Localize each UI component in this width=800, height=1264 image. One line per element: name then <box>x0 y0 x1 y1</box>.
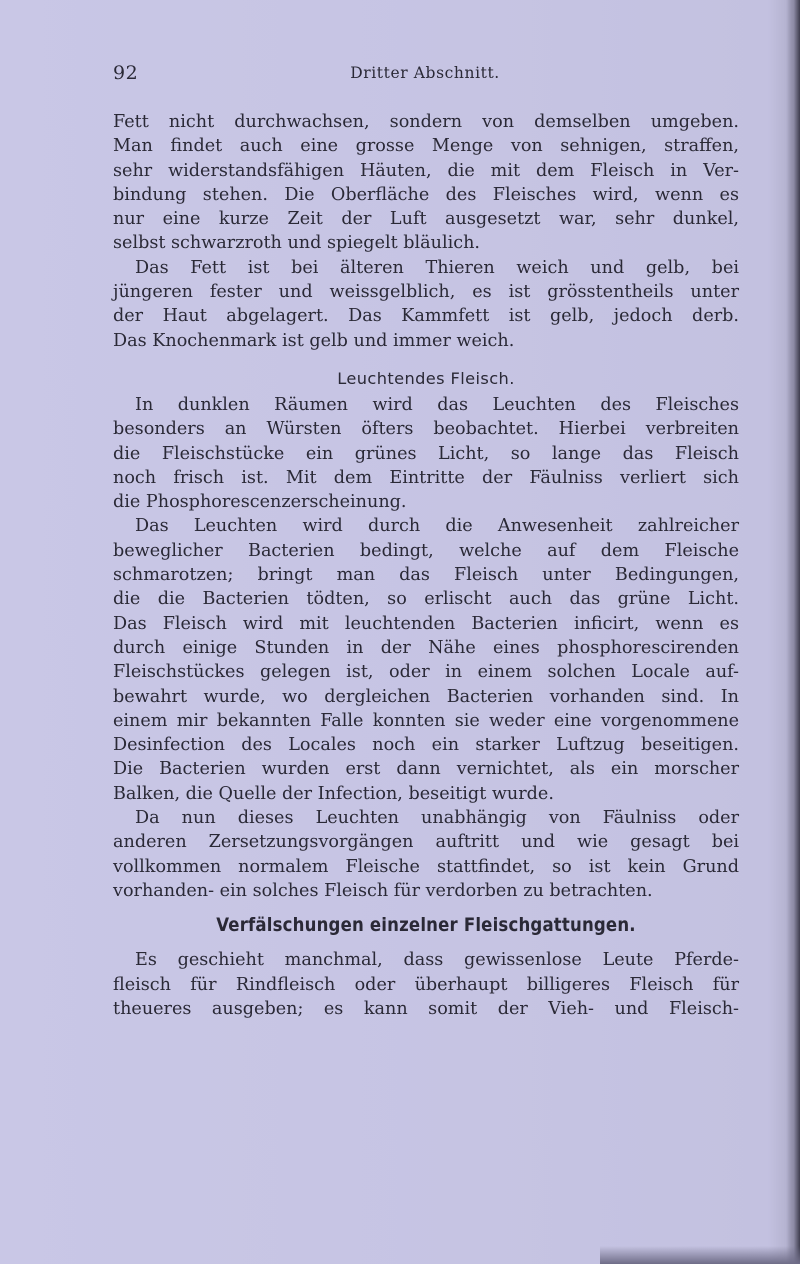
text-line: die Phosphorescenzerscheinung. <box>113 492 407 513</box>
section-heading: Verfälschungen einzelner Fleischgattungen. <box>216 915 636 937</box>
text-line: durch einige Stunden in der Nähe eines phosphorescirenden <box>113 637 739 658</box>
text-line: einem mir bekannten Falle konnten sie weder eine vorgenommene <box>113 710 739 731</box>
text-line: theueres ausgeben; es kann somit der Vieh- und Fleisch- <box>113 998 739 1019</box>
text-line: bindung stehen. Die Oberfläche des Fleisches wird, wenn es <box>113 184 739 205</box>
text-line: Man findet auch eine grosse Menge von sehnigen, straffen, <box>113 136 739 157</box>
page-number: 92 <box>113 62 139 84</box>
text-line: der Haut abgelagert. Das Kammfett ist gelb, jedoch derb. <box>113 306 739 327</box>
text-line: Das Fleisch wird mit leuchtenden Bacterien inficirt, wenn es <box>113 613 739 634</box>
text-line: nur eine kurze Zeit der Luft ausgesetzt war, sehr dunkel, <box>113 209 739 230</box>
text-line: noch frisch ist. Mit dem Eintritte der Fäulniss verliert sich <box>113 467 739 488</box>
running-title: Dritter Abschnitt. <box>350 64 500 82</box>
text-line: selbst schwarzroth und spiegelt bläulich. <box>113 233 481 254</box>
text-line: Da nun dieses Leuchten unabhängig von Fäulniss oder <box>135 808 739 829</box>
text-line: fleisch für Rindfleisch oder überhaupt billigeres Fleisch für <box>113 974 739 995</box>
text-line: In dunklen Räumen wird das Leuchten des Fleisches <box>135 394 739 415</box>
page-header <box>113 62 737 88</box>
text-line: sehr widerstandsfähigen Häuten, die mit dem Fleisch in Ver- <box>113 160 739 181</box>
text-line: Das Knochenmark ist gelb und immer weich. <box>113 330 515 351</box>
text-line: beweglicher Bacterien bedingt, welche auf dem Fleische <box>113 540 739 561</box>
text-line: Die Bacterien wurden erst dann vernichtet, als ein morscher <box>113 759 739 780</box>
text-line: schmarotzen; bringt man das Fleisch unter Bedingungen, <box>113 565 739 586</box>
text-line: vollkommen normalem Fleische stattfindet, so ist kein Grund <box>113 856 739 877</box>
text-line: jüngeren fester und weissgelblich, es ist grösstentheils unter <box>113 282 739 303</box>
text-line: Das Fett ist bei älteren Thieren weich und gelb, bei <box>135 257 739 278</box>
page-edge-shadow <box>786 0 800 1264</box>
text-line: Desinfection des Locales noch ein starker Luftzug beseitigen. <box>113 735 739 756</box>
text-line: bewahrt wurde, wo dergleichen Bacterien vorhanden sind. In <box>113 686 739 707</box>
text-line: Balken, die Quelle der Infection, beseitigt wurde. <box>113 783 554 804</box>
text-line: anderen Zersetzungsvorgängen auftritt und wie gesagt bei <box>113 832 739 853</box>
page-bottom-shadow <box>600 1246 800 1264</box>
section-subheading: Leuchtendes Fleisch. <box>337 368 515 388</box>
body-text <box>113 110 739 1021</box>
text-line: besonders an Würsten öfters beobachtet. Hierbei verbreiten <box>113 419 739 440</box>
text-line: die die Bacterien tödten, so erlischt auch das grüne Licht. <box>113 589 739 610</box>
text-line: Das Leuchten wird durch die Anwesenheit zahlreicher <box>135 516 739 537</box>
text-line: Fleischstückes gelegen ist, oder in einem solchen Locale auf- <box>113 662 739 683</box>
text-line: Es geschieht manchmal, dass gewissenlose Leute Pferde- <box>135 950 739 971</box>
text-line: vorhanden- ein solches Fleisch für verdorben zu betrachten. <box>113 880 653 901</box>
text-line: die Fleischstücke ein grünes Licht, so lange das Fleisch <box>113 443 739 464</box>
text-line: Fett nicht durchwachsen, sondern von demselben umgeben. <box>113 112 739 132</box>
